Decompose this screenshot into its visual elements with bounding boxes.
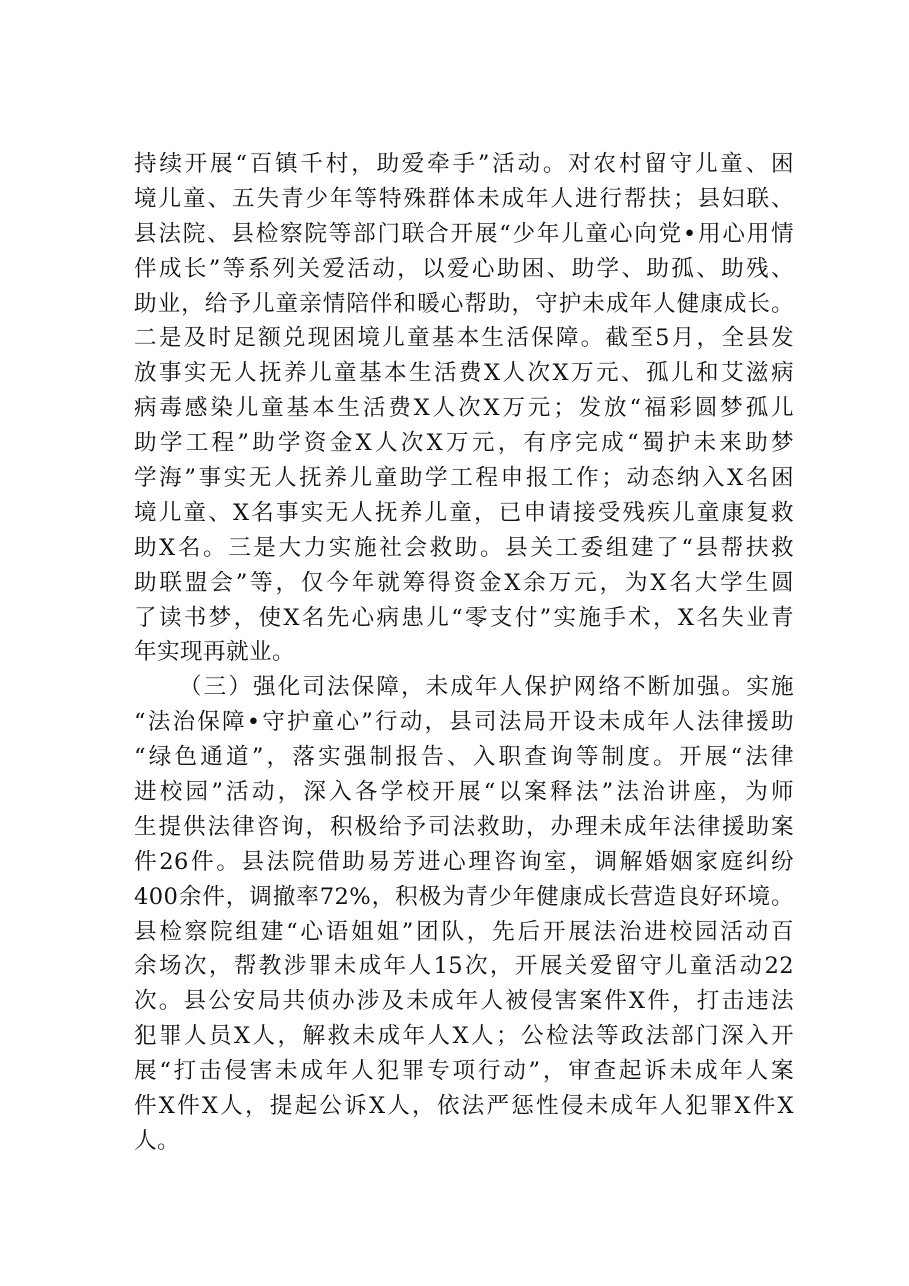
text-line: 放事实无人抚养儿童基本生活费X人次X万元、孤儿和艾滋病: [134, 360, 794, 387]
text-line: 犯罪人员X人，解救未成年人X人；公检法等政法部门深入开: [134, 1023, 794, 1050]
text-line: 伴成长”等系列关爱活动，以爱心助困、助学、助孤、助残、: [134, 255, 794, 282]
text-line: 余场次，帮教涉罪未成年人15次，开展关爱留守儿童活动22: [134, 953, 794, 980]
text-line: 二是及时足额兑现困境儿童基本生活保障。截至5月，全县发: [134, 325, 794, 352]
text-line: 了读书梦，使X名先心病患儿“零支付”实施手术，X名失业青: [134, 604, 794, 631]
text-line: 学海”事实无人抚养儿童助学工程申报工作；动态纳入X名困: [134, 465, 794, 492]
text-line: 助联盟会”等，仅今年就筹得资金X余万元，为X名大学生圆: [134, 569, 794, 596]
text-line: 件26件。县法院借助易芳进心理咨询室，调解婚姻家庭纠纷: [134, 848, 794, 875]
text-line: 生提供法律咨询，积极给予司法救助，办理未成年法律援助案: [134, 813, 794, 840]
text-line: 持续开展“百镇千村，助爱牵手”活动。对农村留守儿童、困: [134, 151, 794, 177]
text-line: 400余件，调撤率72%，积极为青少年健康成长营造良好环境。: [134, 883, 794, 910]
text-line: “绿色通道”，落实强制报告、入职查询等制度。开展“法律: [134, 744, 794, 771]
text-line: 境儿童、X名事实无人抚养儿童，已申请接受残疾儿童康复救: [134, 499, 794, 526]
text-line: 次。县公安局共侦办涉及未成年人被侵害案件X件，打击违法: [134, 988, 794, 1015]
text-line: 展“打击侵害未成年人犯罪专项行动”，审查起诉未成年人案: [134, 1058, 794, 1085]
text-line: 年实现再就业。: [134, 639, 295, 666]
text-line: 助业，给予儿童亲情陪伴和暖心帮助，守护未成年人健康成长。: [134, 290, 794, 317]
text-line: “法治保障•守护童心”行动，县司法局开设未成年人法律援助: [134, 709, 794, 736]
paragraph-heading-line: （三）强化司法保障，未成年人保护网络不断加强。实施: [179, 674, 794, 701]
text-line: 县检察院组建“心语姐姐”团队，先后开展法治进校园活动百: [134, 918, 794, 945]
text-line: 助X名。三是大力实施社会救助。县关工委组建了“县帮扶救: [134, 534, 794, 561]
text-line: 件X件X人，提起公诉X人，依法严惩性侵未成年人犯罪X件X: [134, 1093, 794, 1120]
text-line: 助学工程”助学资金X人次X万元，有序完成“蜀护未来助梦: [134, 430, 794, 457]
text-line: 人。: [134, 1127, 180, 1154]
text-line: 病毒感染儿童基本生活费X人次X万元；发放“福彩圆梦孤儿: [134, 395, 794, 422]
text-line: 境儿童、五失青少年等特殊群体未成年人进行帮扶；县妇联、: [134, 185, 794, 212]
text-line: 进校园”活动，深入各学校开展“以案释法”法治讲座，为师: [134, 779, 794, 806]
document-body: [134, 147, 794, 1159]
text-line: 县法院、县检察院等部门联合开展“少年儿童心向党•用心用情: [134, 220, 794, 247]
